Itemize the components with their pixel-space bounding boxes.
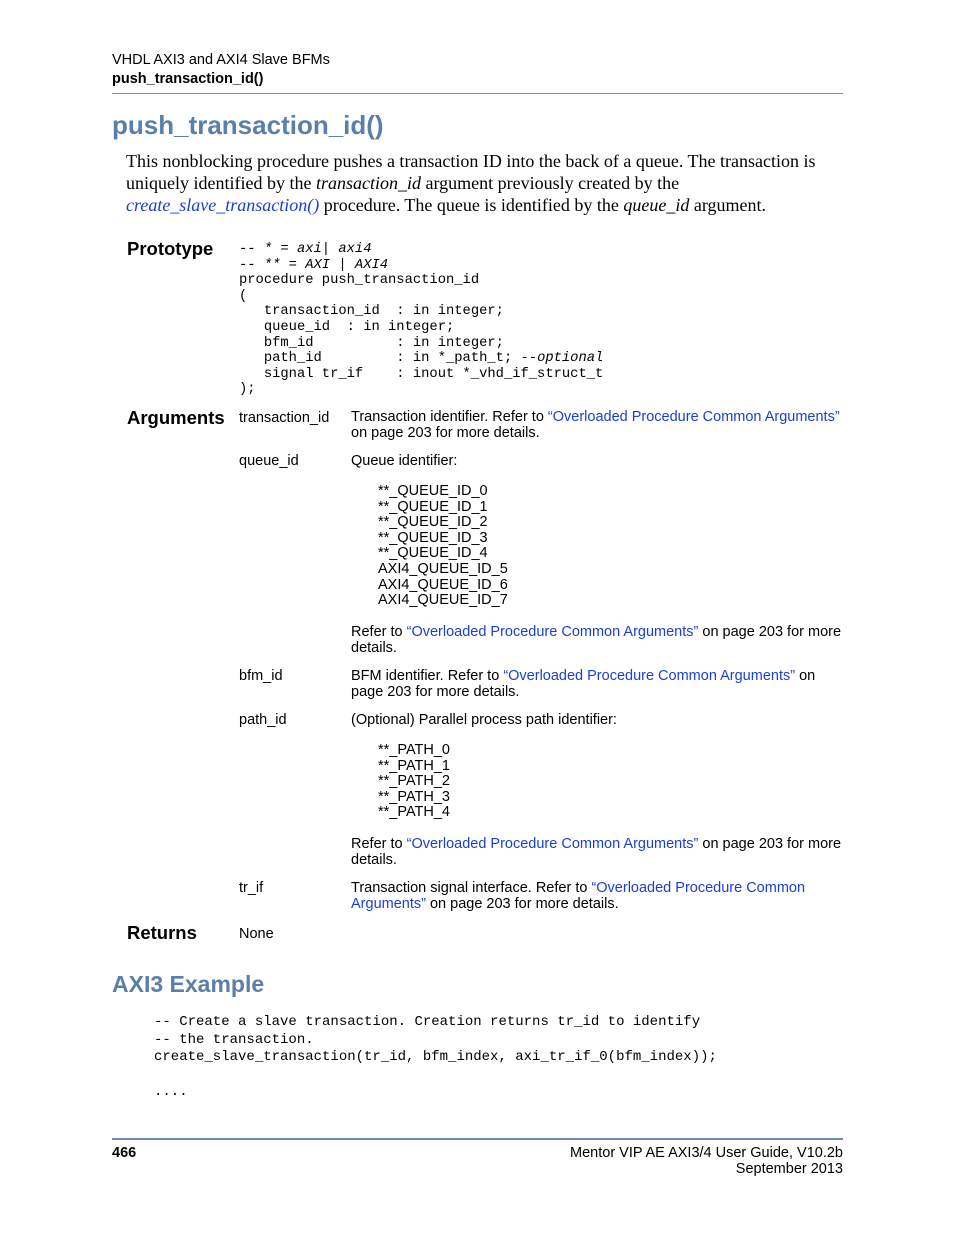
example-code (154, 1014, 717, 1102)
returns-label: Returns (127, 922, 197, 943)
arg-name-path-id: path_id (239, 712, 287, 728)
page-title: push_transaction_id() (112, 110, 384, 140)
running-header-title: VHDL AXI3 and AXI4 Slave BFMs (112, 52, 330, 68)
intro-text-2: argument previously created by the (420, 173, 680, 193)
example-line: -- Create a slave transaction. Creation returns tr_id to identify (154, 1014, 701, 1030)
prototype-label: Prototype (127, 238, 214, 259)
footer-guide-title: Mentor VIP AE AXI3/4 User Guide, V10.2b (570, 1145, 843, 1161)
footer-info (570, 1145, 843, 1177)
intro-text-4: argument. (689, 195, 766, 215)
arg-desc-text: Transaction signal interface. Refer to (351, 880, 592, 896)
footer-date: September 2013 (735, 1161, 843, 1177)
code-comment-2: -- ** = AXI | AXI4 (239, 257, 389, 273)
example-line: .... (154, 1084, 188, 1100)
example-line: create_slave_transaction(tr_id, bfm_index, axi_tr_if_0(bfm_index)); (154, 1049, 717, 1065)
arg-desc-queue-id: Queue identifier: (351, 453, 458, 469)
arg-name-transaction-id: transaction_id (239, 410, 330, 426)
arg-name-bfm-id: bfm_id (239, 668, 283, 684)
code-line-queue-id: queue_id : in integer; (239, 319, 455, 335)
running-header-section: push_transaction_id() (112, 71, 264, 87)
overloaded-args-link[interactable]: “Overloaded Procedure Common Arguments” (406, 624, 699, 640)
path-id-value: **_PATH_0 (378, 742, 450, 758)
arg-desc-path-id: (Optional) Parallel process path identifier: (351, 712, 617, 728)
queue-id-value: **_QUEUE_ID_3 (378, 529, 488, 546)
arg-desc-text: on page 203 for more details. (351, 668, 816, 700)
arg-desc-text: on page 203 for more details. (351, 836, 842, 868)
intro-arg-transaction-id: transaction_id (315, 173, 421, 193)
intro-text-1: This nonblocking procedure pushes a transaction ID into the back of a queue. The transaction is uniquely identified by the (126, 151, 816, 193)
path-id-value: **_PATH_2 (378, 773, 450, 790)
header-rule (112, 93, 843, 94)
example-heading: AXI3 Example (112, 971, 265, 997)
code-comment-1: -- * = axi| axi4 (239, 242, 372, 257)
overloaded-args-link[interactable]: “Overloaded Procedure Common Arguments” (406, 836, 699, 852)
code-line-open-paren: ( (239, 288, 248, 304)
queue-id-refer (351, 624, 843, 656)
arguments-label: Arguments (127, 407, 225, 428)
overloaded-args-link[interactable]: “Overloaded Procedure Common Arguments” (351, 880, 806, 912)
example-line: -- the transaction. (154, 1031, 314, 1048)
path-id-value: **_PATH_4 (378, 804, 450, 821)
code-line-close-paren: ); (239, 382, 256, 398)
intro-text-3: procedure. The queue is identified by the (319, 195, 624, 215)
path-id-value: **_PATH_1 (378, 757, 450, 774)
intro-arg-queue-id: queue_id (623, 195, 690, 215)
path-id-value: **_PATH_3 (378, 788, 450, 805)
queue-id-value: **_QUEUE_ID_0 (378, 483, 488, 499)
code-optional-comment: optional (537, 351, 604, 367)
code-line-path-id: path_id : in *_path_t; -- (239, 351, 538, 367)
create-slave-transaction-link[interactable]: create_slave_transaction() (126, 195, 320, 215)
arg-desc-text: on page 203 for more details. (351, 425, 540, 441)
arg-desc-text: on page 203 for more details. (351, 624, 842, 656)
overloaded-args-link[interactable]: “Overloaded Procedure Common Arguments” (503, 668, 796, 684)
code-line-transaction-id: transaction_id : in integer; (239, 304, 504, 320)
arg-desc-text: on page 203 for more details. (425, 896, 619, 912)
queue-id-value: **_QUEUE_ID_1 (378, 498, 488, 515)
arg-desc-text: Refer to (351, 836, 407, 852)
returns-value: None (239, 926, 274, 942)
queue-id-value: **_QUEUE_ID_2 (378, 514, 488, 531)
arg-name-tr-if: tr_if (239, 880, 264, 896)
queue-id-value: AXI4_QUEUE_ID_7 (378, 592, 508, 609)
arg-desc-text: Refer to (351, 624, 407, 640)
arg-desc-text: Transaction identifier. Refer to (351, 409, 548, 425)
prototype-code (239, 242, 603, 398)
intro-paragraph (126, 150, 844, 216)
queue-id-value: AXI4_QUEUE_ID_5 (378, 560, 508, 577)
queue-id-values (378, 484, 508, 609)
arg-desc-transaction-id (351, 409, 843, 441)
page-number: 466 (112, 1145, 137, 1161)
overloaded-args-link[interactable]: “Overloaded Procedure Common Arguments” (547, 409, 840, 425)
queue-id-value: **_QUEUE_ID_4 (378, 545, 488, 562)
arg-desc-tr-if (351, 880, 843, 912)
arg-name-queue-id: queue_id (239, 453, 299, 469)
footer-rule (112, 1138, 843, 1140)
arg-desc-bfm-id (351, 668, 843, 700)
path-id-values (378, 743, 450, 821)
code-line-bfm-id: bfm_id : in integer; (239, 335, 504, 351)
code-line-procedure: procedure push_transaction_id (239, 273, 480, 289)
path-id-refer (351, 836, 843, 868)
code-line-tr-if: signal tr_if : inout *_vhd_if_struct_t (239, 366, 604, 382)
queue-id-value: AXI4_QUEUE_ID_6 (378, 576, 508, 593)
arg-desc-text: BFM identifier. Refer to (351, 668, 504, 684)
